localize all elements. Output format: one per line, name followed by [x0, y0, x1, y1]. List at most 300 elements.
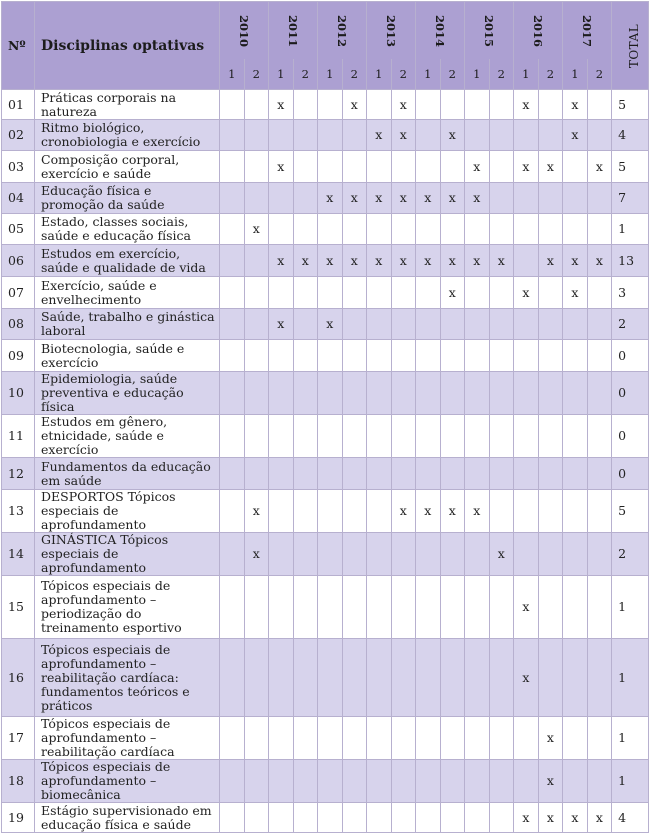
semester-mark	[391, 717, 416, 760]
semester-mark	[244, 340, 269, 372]
semester-header: 2	[587, 59, 612, 90]
semester-mark	[244, 576, 269, 639]
semester-mark: x	[269, 245, 294, 277]
semester-mark: x	[489, 533, 514, 576]
semester-mark	[416, 717, 441, 760]
semester-mark	[293, 151, 318, 183]
semester-mark	[465, 277, 490, 309]
semester-mark	[220, 576, 245, 639]
semester-mark	[587, 309, 612, 340]
semester-mark	[318, 576, 343, 639]
semester-header: 2	[293, 59, 318, 90]
table-row	[2, 458, 649, 490]
semester-mark	[440, 214, 465, 245]
semester-mark	[489, 183, 514, 214]
semester-mark	[465, 415, 490, 458]
semester-mark: x	[514, 803, 539, 833]
semester-mark	[342, 490, 367, 533]
semester-mark	[587, 490, 612, 533]
discipline-name: DESPORTOS Tópicos especiais de aprofundamento	[35, 490, 220, 533]
semester-mark	[244, 717, 269, 760]
semester-mark: x	[269, 90, 294, 120]
row-total: 1	[612, 760, 649, 803]
semester-mark	[391, 639, 416, 717]
discipline-name: Estudos em gênero, etnicidade, saúde e exercício	[35, 415, 220, 458]
semester-header: 1	[367, 59, 392, 90]
semester-mark: x	[391, 245, 416, 277]
semester-mark	[244, 90, 269, 120]
semester-mark	[514, 183, 539, 214]
semester-mark	[293, 183, 318, 214]
semester-mark	[538, 490, 563, 533]
semester-mark	[293, 533, 318, 576]
semester-mark	[440, 151, 465, 183]
semester-mark	[244, 245, 269, 277]
row-total: 5	[612, 90, 649, 120]
semester-mark	[563, 458, 588, 490]
semester-mark: x	[440, 490, 465, 533]
year-header: 2017	[563, 2, 612, 60]
table-row	[2, 372, 649, 415]
semester-mark	[342, 120, 367, 151]
semester-mark	[244, 803, 269, 833]
semester-mark	[416, 90, 441, 120]
semester-mark: x	[514, 151, 539, 183]
row-number: 05	[2, 214, 35, 245]
semester-mark	[269, 340, 294, 372]
year-header: 2012	[318, 2, 367, 60]
semester-mark	[269, 490, 294, 533]
semester-mark	[538, 90, 563, 120]
semester-mark: x	[440, 120, 465, 151]
row-number: 14	[2, 533, 35, 576]
semester-mark	[244, 183, 269, 214]
semester-mark: x	[440, 277, 465, 309]
semester-mark: x	[563, 120, 588, 151]
semester-mark	[293, 340, 318, 372]
row-total: 13	[612, 245, 649, 277]
semester-mark	[220, 415, 245, 458]
semester-mark	[342, 151, 367, 183]
semester-mark: x	[587, 803, 612, 833]
semester-mark	[367, 151, 392, 183]
row-number: 08	[2, 309, 35, 340]
year-header: 2016	[514, 2, 563, 60]
semester-mark: x	[342, 183, 367, 214]
semester-mark: x	[244, 533, 269, 576]
row-number: 04	[2, 183, 35, 214]
semester-mark	[269, 717, 294, 760]
semester-mark	[391, 458, 416, 490]
semester-mark	[342, 415, 367, 458]
semester-mark	[342, 639, 367, 717]
discipline-name: Composição corporal, exercício e saúde	[35, 151, 220, 183]
semester-mark	[440, 90, 465, 120]
table-row	[2, 490, 649, 533]
semester-header: 1	[220, 59, 245, 90]
semester-mark	[489, 372, 514, 415]
semester-mark	[416, 576, 441, 639]
semester-mark	[293, 717, 318, 760]
discipline-name: Exercício, saúde e envelhecimento	[35, 277, 220, 309]
table-row	[2, 90, 649, 120]
row-total: 7	[612, 183, 649, 214]
semester-mark	[514, 214, 539, 245]
semester-mark	[269, 458, 294, 490]
semester-mark	[391, 214, 416, 245]
semester-mark	[293, 639, 318, 717]
semester-mark	[293, 490, 318, 533]
semester-mark	[293, 309, 318, 340]
row-total: 0	[612, 415, 649, 458]
semester-mark	[391, 340, 416, 372]
semester-mark	[367, 214, 392, 245]
semester-mark	[220, 309, 245, 340]
semester-mark	[391, 803, 416, 833]
semester-mark	[318, 717, 343, 760]
semester-mark	[367, 340, 392, 372]
semester-mark	[440, 458, 465, 490]
semester-mark	[220, 277, 245, 309]
semester-mark	[489, 639, 514, 717]
semester-mark	[514, 717, 539, 760]
semester-mark	[587, 639, 612, 717]
semester-mark	[244, 372, 269, 415]
row-number: 18	[2, 760, 35, 803]
semester-mark	[293, 760, 318, 803]
semester-mark: x	[514, 639, 539, 717]
semester-mark	[489, 490, 514, 533]
semester-mark	[563, 490, 588, 533]
semester-mark	[563, 214, 588, 245]
semester-mark	[367, 309, 392, 340]
year-header: 2014	[416, 2, 465, 60]
semester-mark: x	[367, 183, 392, 214]
semester-mark	[514, 458, 539, 490]
row-number: 15	[2, 576, 35, 639]
semester-mark	[465, 803, 490, 833]
semester-mark: x	[416, 490, 441, 533]
semester-header: 2	[244, 59, 269, 90]
semester-mark	[244, 458, 269, 490]
table-row	[2, 120, 649, 151]
semester-header: 1	[514, 59, 539, 90]
semester-mark	[244, 120, 269, 151]
row-total: 3	[612, 277, 649, 309]
discipline-name: Epidemiologia, saúde preventiva e educação física	[35, 372, 220, 415]
discipline-name: Estágio supervisionado em educação física e saúde	[35, 803, 220, 833]
semester-mark: x	[269, 309, 294, 340]
semester-mark	[465, 458, 490, 490]
semester-mark	[269, 183, 294, 214]
semester-mark	[220, 372, 245, 415]
semester-mark	[416, 151, 441, 183]
number-column-header: Nº	[2, 2, 35, 90]
semester-mark	[367, 803, 392, 833]
semester-mark	[489, 277, 514, 309]
semester-mark: x	[563, 245, 588, 277]
semester-mark: x	[391, 490, 416, 533]
row-number: 19	[2, 803, 35, 833]
semester-mark: x	[269, 151, 294, 183]
table-row	[2, 183, 649, 214]
semester-mark: x	[416, 183, 441, 214]
row-total: 0	[612, 458, 649, 490]
semester-mark	[367, 576, 392, 639]
semester-mark	[342, 458, 367, 490]
semester-mark	[220, 214, 245, 245]
semester-mark: x	[538, 717, 563, 760]
semester-mark	[269, 760, 294, 803]
semester-mark	[318, 120, 343, 151]
semester-mark	[587, 340, 612, 372]
total-column-header: TOTAL	[612, 2, 649, 90]
semester-mark	[538, 309, 563, 340]
semester-mark	[514, 245, 539, 277]
semester-mark	[391, 309, 416, 340]
semester-header: 2	[391, 59, 416, 90]
semester-mark	[489, 120, 514, 151]
semester-mark: x	[440, 183, 465, 214]
semester-mark	[220, 183, 245, 214]
semester-mark	[220, 760, 245, 803]
optional-disciplines-table	[1, 1, 649, 833]
semester-mark	[489, 760, 514, 803]
semester-mark	[440, 760, 465, 803]
semester-mark	[318, 277, 343, 309]
semester-mark	[563, 639, 588, 717]
semester-mark: x	[342, 245, 367, 277]
semester-header: 2	[440, 59, 465, 90]
semester-mark	[244, 151, 269, 183]
semester-mark	[367, 533, 392, 576]
semester-mark	[293, 90, 318, 120]
row-number: 09	[2, 340, 35, 372]
semester-mark	[538, 120, 563, 151]
semester-mark: x	[465, 151, 490, 183]
semester-mark	[489, 717, 514, 760]
semester-mark	[538, 214, 563, 245]
semester-mark	[587, 277, 612, 309]
semester-mark: x	[244, 214, 269, 245]
row-number: 07	[2, 277, 35, 309]
semester-mark	[342, 372, 367, 415]
semester-mark	[318, 639, 343, 717]
row-number: 16	[2, 639, 35, 717]
table-body	[2, 90, 649, 833]
semester-mark	[514, 340, 539, 372]
semester-mark	[416, 309, 441, 340]
semester-mark	[416, 760, 441, 803]
semester-header: 1	[269, 59, 294, 90]
semester-mark: x	[563, 803, 588, 833]
semester-mark	[220, 717, 245, 760]
semester-mark	[367, 717, 392, 760]
semester-mark	[489, 458, 514, 490]
semester-mark	[538, 183, 563, 214]
semester-mark	[514, 415, 539, 458]
semester-mark	[318, 151, 343, 183]
semester-mark: x	[563, 277, 588, 309]
discipline-name: Biotecnologia, saúde e exercício	[35, 340, 220, 372]
semester-mark	[416, 639, 441, 717]
semester-mark	[244, 760, 269, 803]
discipline-column-header: Disciplinas optativas	[35, 2, 220, 90]
semester-mark	[367, 760, 392, 803]
table-row	[2, 717, 649, 760]
table-row	[2, 245, 649, 277]
semester-mark	[342, 309, 367, 340]
semester-mark: x	[367, 120, 392, 151]
semester-mark	[587, 372, 612, 415]
discipline-name: Educação física e promoção da saúde	[35, 183, 220, 214]
semester-mark	[293, 277, 318, 309]
semester-mark	[538, 576, 563, 639]
row-total: 4	[612, 120, 649, 151]
semester-mark	[220, 245, 245, 277]
semester-mark: x	[318, 183, 343, 214]
row-total: 5	[612, 490, 649, 533]
semester-mark	[416, 372, 441, 415]
row-number: 11	[2, 415, 35, 458]
row-number: 06	[2, 245, 35, 277]
semester-mark: x	[391, 183, 416, 214]
semester-mark: x	[538, 803, 563, 833]
semester-mark	[293, 458, 318, 490]
semester-mark	[391, 576, 416, 639]
semester-mark	[465, 340, 490, 372]
semester-mark	[587, 576, 612, 639]
semester-mark	[269, 639, 294, 717]
semester-mark	[416, 214, 441, 245]
semester-mark	[416, 340, 441, 372]
semester-mark	[440, 717, 465, 760]
row-number: 12	[2, 458, 35, 490]
semester-mark	[391, 533, 416, 576]
semester-mark	[318, 372, 343, 415]
semester-mark	[318, 760, 343, 803]
semester-mark	[563, 533, 588, 576]
row-number: 01	[2, 90, 35, 120]
semester-mark	[318, 90, 343, 120]
semester-mark	[563, 309, 588, 340]
semester-mark: x	[416, 245, 441, 277]
row-total: 2	[612, 309, 649, 340]
row-total: 1	[612, 214, 649, 245]
semester-mark: x	[587, 245, 612, 277]
semester-mark	[489, 415, 514, 458]
discipline-name: Tópicos especiais de aprofundamento – reabilitação cardíaca: fundamentos teóricos e práticos	[35, 639, 220, 717]
semester-mark	[538, 415, 563, 458]
semester-mark	[269, 803, 294, 833]
semester-header: 1	[318, 59, 343, 90]
semester-mark	[269, 533, 294, 576]
semester-mark	[318, 458, 343, 490]
row-number: 03	[2, 151, 35, 183]
semester-mark	[489, 309, 514, 340]
semester-mark	[563, 576, 588, 639]
table-row	[2, 639, 649, 717]
row-total: 2	[612, 533, 649, 576]
semester-mark	[587, 533, 612, 576]
discipline-name: Saúde, trabalho e ginástica laboral	[35, 309, 220, 340]
semester-mark: x	[465, 183, 490, 214]
semester-mark	[342, 340, 367, 372]
semester-mark	[367, 372, 392, 415]
semester-mark	[416, 533, 441, 576]
semester-mark	[318, 803, 343, 833]
semester-mark	[514, 120, 539, 151]
semester-mark	[440, 309, 465, 340]
semester-mark	[514, 309, 539, 340]
semester-mark	[440, 372, 465, 415]
semester-mark	[416, 415, 441, 458]
table-row	[2, 533, 649, 576]
semester-mark: x	[391, 120, 416, 151]
semester-mark	[220, 458, 245, 490]
semester-mark	[342, 717, 367, 760]
semester-mark: x	[244, 490, 269, 533]
semester-mark	[220, 803, 245, 833]
semester-mark	[563, 717, 588, 760]
semester-mark: x	[391, 90, 416, 120]
semester-mark	[342, 803, 367, 833]
semester-mark	[538, 372, 563, 415]
row-total: 1	[612, 576, 649, 639]
row-number: 13	[2, 490, 35, 533]
semester-mark	[538, 277, 563, 309]
semester-mark	[220, 90, 245, 120]
row-total: 5	[612, 151, 649, 183]
semester-mark	[465, 372, 490, 415]
semester-mark	[440, 639, 465, 717]
semester-mark	[563, 340, 588, 372]
row-total: 0	[612, 372, 649, 415]
semester-mark	[318, 214, 343, 245]
discipline-name: Tópicos especiais de aprofundamento – periodização do treinamento esportivo	[35, 576, 220, 639]
semester-mark	[391, 760, 416, 803]
semester-mark	[416, 803, 441, 833]
semester-mark	[244, 277, 269, 309]
semester-header: 1	[563, 59, 588, 90]
row-total: 4	[612, 803, 649, 833]
semester-mark	[563, 760, 588, 803]
semester-mark	[318, 340, 343, 372]
semester-mark	[367, 415, 392, 458]
semester-mark	[269, 576, 294, 639]
semester-header: 2	[538, 59, 563, 90]
row-number: 02	[2, 120, 35, 151]
semester-mark	[465, 639, 490, 717]
semester-mark	[367, 277, 392, 309]
table-header	[2, 2, 649, 90]
table-row	[2, 277, 649, 309]
discipline-name: GINÁSTICA Tópicos especiais de aprofundamento	[35, 533, 220, 576]
semester-mark: x	[465, 245, 490, 277]
semester-mark	[465, 533, 490, 576]
semester-mark	[489, 340, 514, 372]
semester-mark	[465, 120, 490, 151]
semester-mark	[342, 576, 367, 639]
semester-mark	[269, 277, 294, 309]
semester-mark	[489, 151, 514, 183]
table-row	[2, 803, 649, 833]
discipline-name: Estudos em exercício, saúde e qualidade de vida	[35, 245, 220, 277]
semester-mark	[514, 760, 539, 803]
semester-mark	[587, 415, 612, 458]
discipline-name: Práticas corporais na natureza	[35, 90, 220, 120]
semester-mark	[538, 639, 563, 717]
